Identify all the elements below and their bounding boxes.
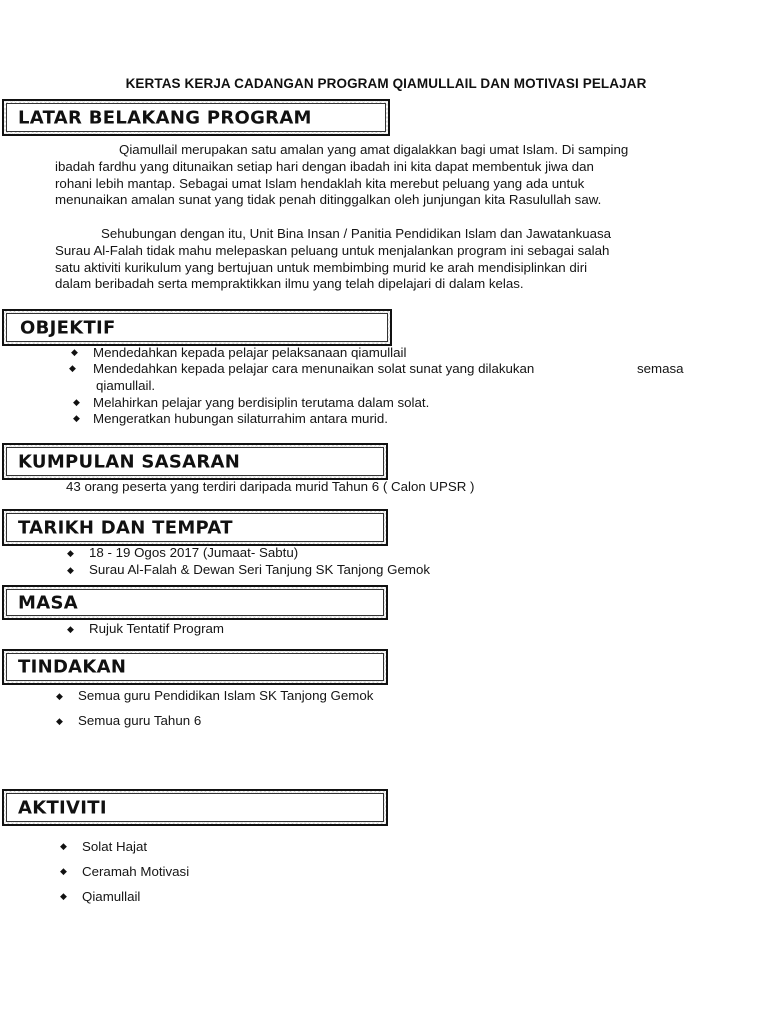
- latar-paragraph-1: [55, 142, 628, 209]
- tarikh-item: Surau Al-Falah & Dewan Seri Tanjung SK Tanjong Gemok: [89, 562, 430, 577]
- aktiviti-item: Ceramah Motivasi: [82, 864, 190, 879]
- section-heading-latar-belakang: [2, 99, 390, 136]
- bullet-icon: ◆: [60, 892, 67, 902]
- bullet-icon: ◆: [73, 414, 80, 424]
- section-heading-label: MASA: [18, 592, 78, 613]
- section-heading-label: TARIKH DAN TEMPAT: [18, 517, 233, 538]
- objektif-item-continuation: qiamullail.: [96, 378, 156, 393]
- document-title: KERTAS KERJA CADANGAN PROGRAM QIAMULLAIL DAN MOTIVASI PELAJAR: [125, 76, 647, 91]
- bullet-icon: ◆: [56, 717, 63, 727]
- section-heading-objektif: [2, 309, 392, 346]
- masa-item: Rujuk Tentatif Program: [89, 621, 225, 636]
- latar-paragraph-2: [55, 226, 611, 293]
- section-heading-aktiviti: [2, 789, 388, 826]
- paragraph-line: satu aktiviti kurikulum yang bertujuan untuk membimbing murid ke arah mendisiplinkan diri: [55, 259, 588, 275]
- aktiviti-item: Solat Hajat: [82, 839, 148, 854]
- bullet-icon: ◆: [69, 364, 76, 374]
- paragraph-line: Qiamullail merupakan satu amalan yang amat digalakkan bagi umat Islam. Di samping: [119, 142, 629, 157]
- objektif-item-tail: semasa: [637, 361, 684, 376]
- tindakan-item: Semua guru Pendidikan Islam SK Tanjong Gemok: [78, 688, 374, 703]
- objektif-item: Mendedahkan kepada pelajar cara menunaikan solat sunat yang dilakukan: [93, 361, 535, 376]
- section-heading-masa: [2, 585, 388, 620]
- objektif-item: Mengeratkan hubungan silaturrahim antara murid.: [93, 411, 388, 426]
- paragraph-line: Surau Al-Falah tidak mahu melepaskan peluang untuk menjalankan program ini sebagai salah: [55, 242, 610, 258]
- section-heading-label: OBJEKTIF: [20, 317, 116, 338]
- section-heading-label: LATAR BELAKANG PROGRAM: [18, 107, 312, 128]
- bullet-icon: ◆: [67, 549, 74, 559]
- paragraph-line: ibadah fardhu yang ditunaikan setiap hari dengan ibadah ini kita dapat membentuk jiwa dan: [55, 158, 594, 174]
- aktiviti-item: Qiamullail: [82, 889, 141, 904]
- section-heading-tindakan: [2, 649, 388, 685]
- bullet-icon: ◆: [67, 566, 74, 576]
- bullet-icon: ◆: [67, 625, 74, 635]
- objektif-item: Melahirkan pelajar yang berdisiplin terutama dalam solat.: [93, 395, 430, 410]
- section-heading-label: AKTIVITI: [18, 797, 107, 818]
- tarikh-item: 18 - 19 Ogos 2017 (Jumaat- Sabtu): [89, 545, 299, 560]
- paragraph-line: Sehubungan dengan itu, Unit Bina Insan / Panitia Pendidikan Islam dan Jawatankuasa: [101, 226, 612, 241]
- paragraph-line: rohani lebih mantap. Sebagai umat Islam hendaklah kita merebut peluang yang ada untuk: [55, 175, 585, 191]
- section-heading-label: KUMPULAN SASARAN: [18, 451, 241, 472]
- kumpulan-sasaran-text: 43 orang peserta yang terdiri daripada murid Tahun 6 ( Calon UPSR ): [66, 479, 475, 494]
- section-heading-kumpulan-sasaran: [2, 443, 388, 480]
- bullet-icon: ◆: [71, 348, 78, 358]
- tindakan-item: Semua guru Tahun 6: [78, 713, 202, 728]
- bullet-icon: ◆: [56, 692, 63, 702]
- section-heading-tarikh-dan-tempat: [2, 509, 388, 546]
- paragraph-line: dalam beribadah serta mempraktikkan ilmu yang telah dipelajari di dalam kelas.: [55, 276, 524, 292]
- section-heading-label: TINDAKAN: [18, 656, 127, 678]
- bullet-icon: ◆: [73, 398, 80, 408]
- bullet-icon: ◆: [60, 867, 67, 877]
- objektif-item: Mendedahkan kepada pelajar pelaksanaan qiamullail: [93, 345, 407, 360]
- bullet-icon: ◆: [60, 842, 67, 852]
- paragraph-line: menunaikan amalan sunat yang tidak penah ditinggalkan oleh junjungan kita Rasulullah saw.: [55, 192, 602, 208]
